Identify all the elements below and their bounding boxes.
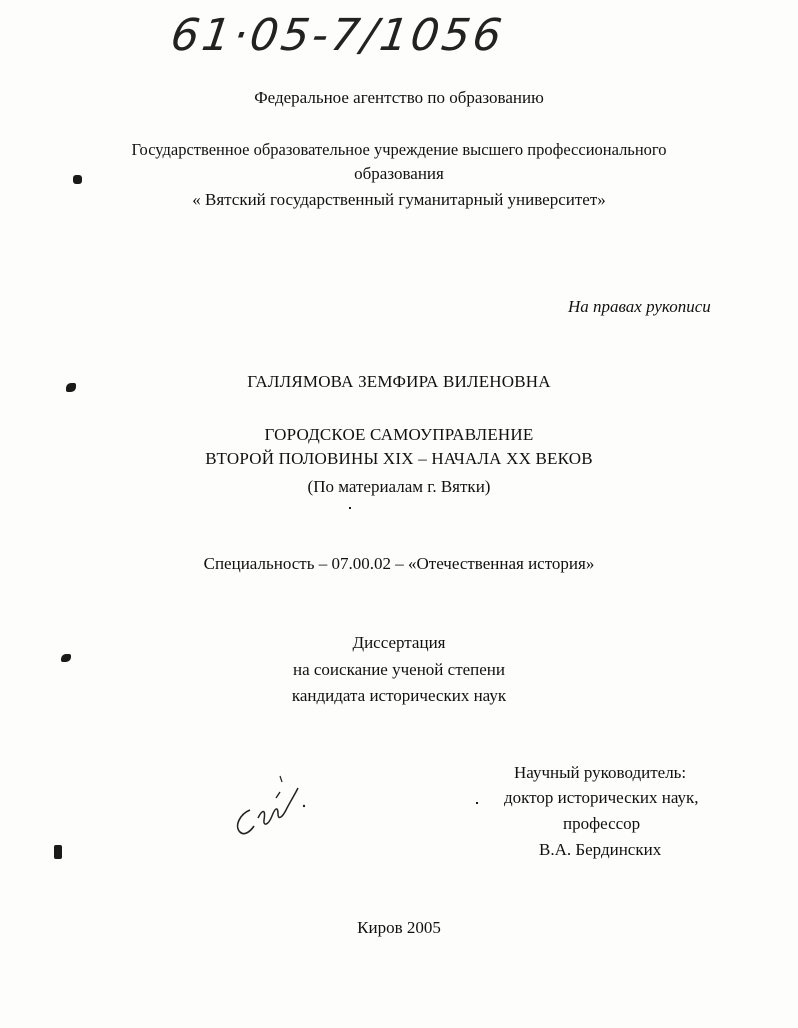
scan-mark [73,175,82,184]
signature [228,770,318,840]
dissertation-line-1: Диссертация [352,633,446,652]
supervisor-label: Научный руководитель: [514,763,687,782]
thesis-title-line-2: ВТОРОЙ ПОЛОВИНЫ XIX – НАЧАЛА XX ВЕКОВ [205,449,593,468]
institution-line-1: Государственное образовательное учреждение высшего профессионального [131,140,667,159]
scan-speck [349,507,351,509]
supervisor-degree: доктор исторических наук, [504,788,699,807]
specialty: Специальность – 07.00.02 – «Отечественная история» [203,554,595,573]
supervisor-rank: профессор [563,814,641,833]
supervisor-name: В.А. Бердинских [539,840,662,859]
scan-speck [476,802,478,804]
institution-line-3: « Вятский государственный гуманитарный университет» [192,190,606,209]
thesis-title-line-3: (По материалам г. Вятки) [307,477,491,496]
thesis-title-line-1: ГОРОДСКОЕ САМОУПРАВЛЕНИЕ [264,425,534,444]
handwritten-catalog-number: 61·05-7/1056 [167,10,508,61]
institution-line-2: образования [354,164,444,183]
author-name: ГАЛЛЯМОВА ЗЕМФИРА ВИЛЕНОВНА [247,372,551,391]
scan-mark [54,845,62,859]
agency-name: Федеральное агентство по образованию [254,88,544,107]
dissertation-line-2: на соискание ученой степени [292,660,506,679]
city-and-year: Киров 2005 [357,918,441,937]
manuscript-rights: На правах рукописи [568,297,711,316]
dissertation-line-3: кандидата исторических наук [291,686,507,705]
